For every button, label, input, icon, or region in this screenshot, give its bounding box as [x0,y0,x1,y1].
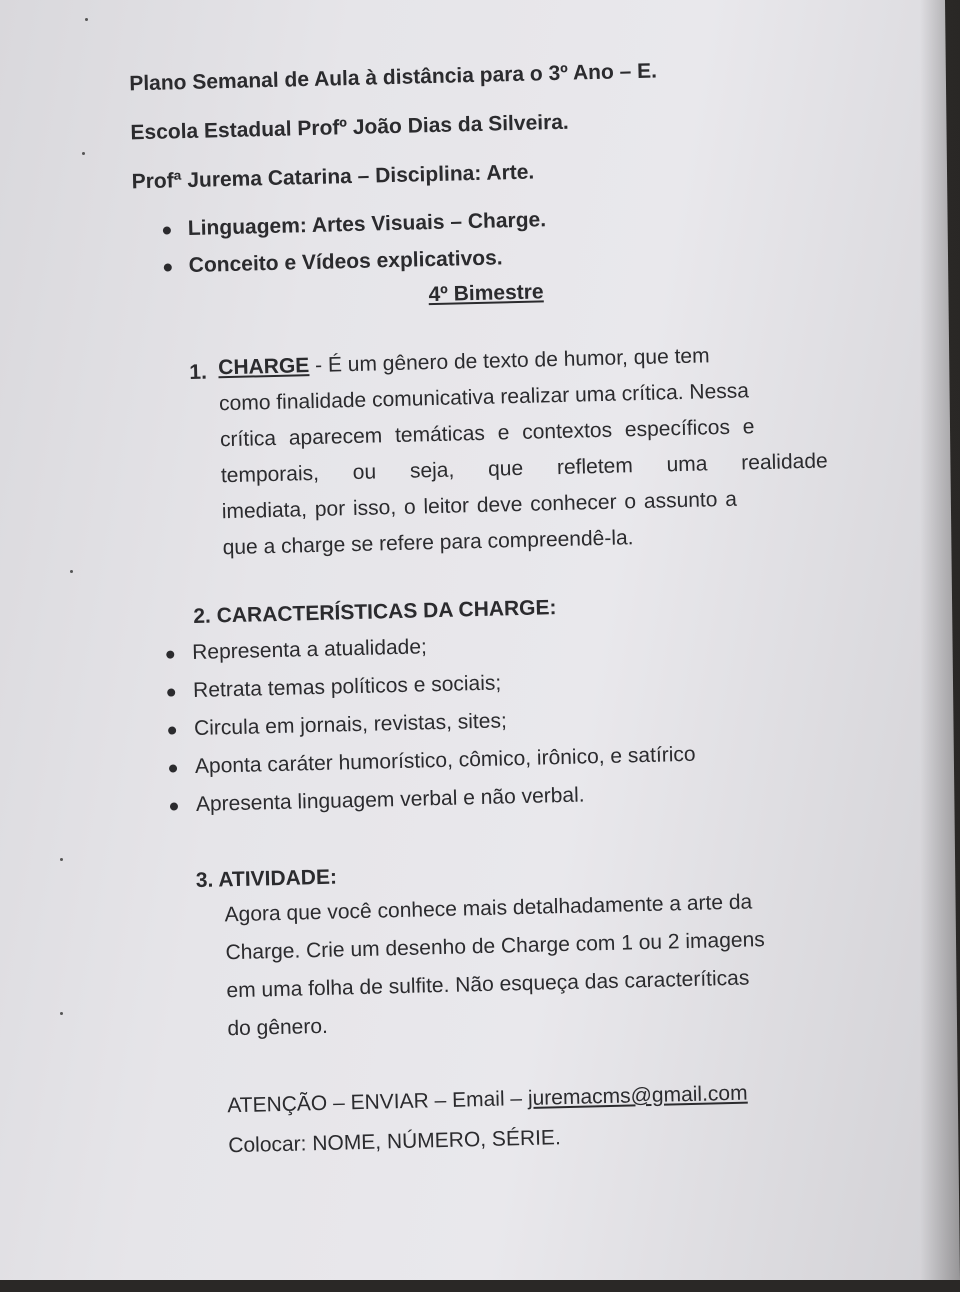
topic-item: Conceito e Vídeos explicativos. [188,246,503,278]
definition-line: crítica aparecem temáticas e contextos específicos e [219,415,755,452]
definition-line: como finalidade comunicativa realizar uma crítica. Nessa [218,379,750,416]
characteristic-item: Retrata temas políticos e sociais; [192,671,502,703]
paper-speck [60,1012,63,1015]
paper-speck [70,570,73,573]
plan-title: Plano Semanal de Aula à distância para o 3º Ano – E. [129,59,658,96]
bullet-icon [163,226,171,234]
characteristic-item: Representa a atualidade; [191,635,428,665]
definition-line: temporais, ou seja, que refletem uma realidade [220,449,828,488]
bullet-icon [169,764,177,772]
attention-line [227,1082,748,1119]
definition-line: - É um gênero de texto de humor, que tem [308,344,710,378]
section-number: 1. [189,360,208,385]
activity-text [224,881,848,1048]
charge-definition [217,336,828,566]
activity-line: em uma folha de sulfite. Não esqueça das caracteríticas [226,966,750,1003]
activity-heading: 3. ATIVIDADE: [195,865,338,893]
topic-item: Linguagem: Artes Visuais – Charge. [187,208,547,241]
paper-speck [60,858,63,861]
characteristics-heading: 2. CARACTERÍSTICAS DA CHARGE: [193,596,557,628]
charge-label: CHARGE [217,354,310,380]
teacher-discipline: Profª Jurema Catarina – Disciplina: Arte. [131,160,535,194]
attention-text: ATENÇÃO – ENVIAR – Email – [227,1086,529,1118]
characteristic-item: Aponta caráter humorístico, cômico, irônico, e satírico [194,742,696,778]
email-link[interactable]: juremacms@gmail.com [527,1081,748,1110]
bullet-icon [166,650,174,658]
bimester-heading: 4º Bimestre [428,280,544,307]
activity-line: do gênero. [227,1014,329,1041]
bullet-icon [170,802,178,810]
bullet-icon [164,263,172,271]
submission-instructions: Colocar: NOME, NÚMERO, SÉRIE. [228,1126,562,1158]
characteristic-item: Apresenta linguagem verbal e não verbal. [195,783,585,816]
definition-line: imediata, por isso, o leitor deve conhecer o assunto a [221,487,738,524]
paper-speck [85,18,88,21]
paper-speck [82,152,85,155]
characteristic-item: Circula em jornais, revistas, sites; [193,709,508,741]
bullet-icon [167,688,175,696]
definition-line: que a charge se refere para compreendê-la. [222,526,634,560]
activity-line: Agora que você conhece mais detalhadamente a arte da [224,890,753,927]
school-name: Escola Estadual Profº João Dias da Silveira. [130,110,570,145]
activity-line: Charge. Crie um desenho de Charge com 1 ou 2 imagens [225,928,765,965]
bullet-icon [168,726,176,734]
